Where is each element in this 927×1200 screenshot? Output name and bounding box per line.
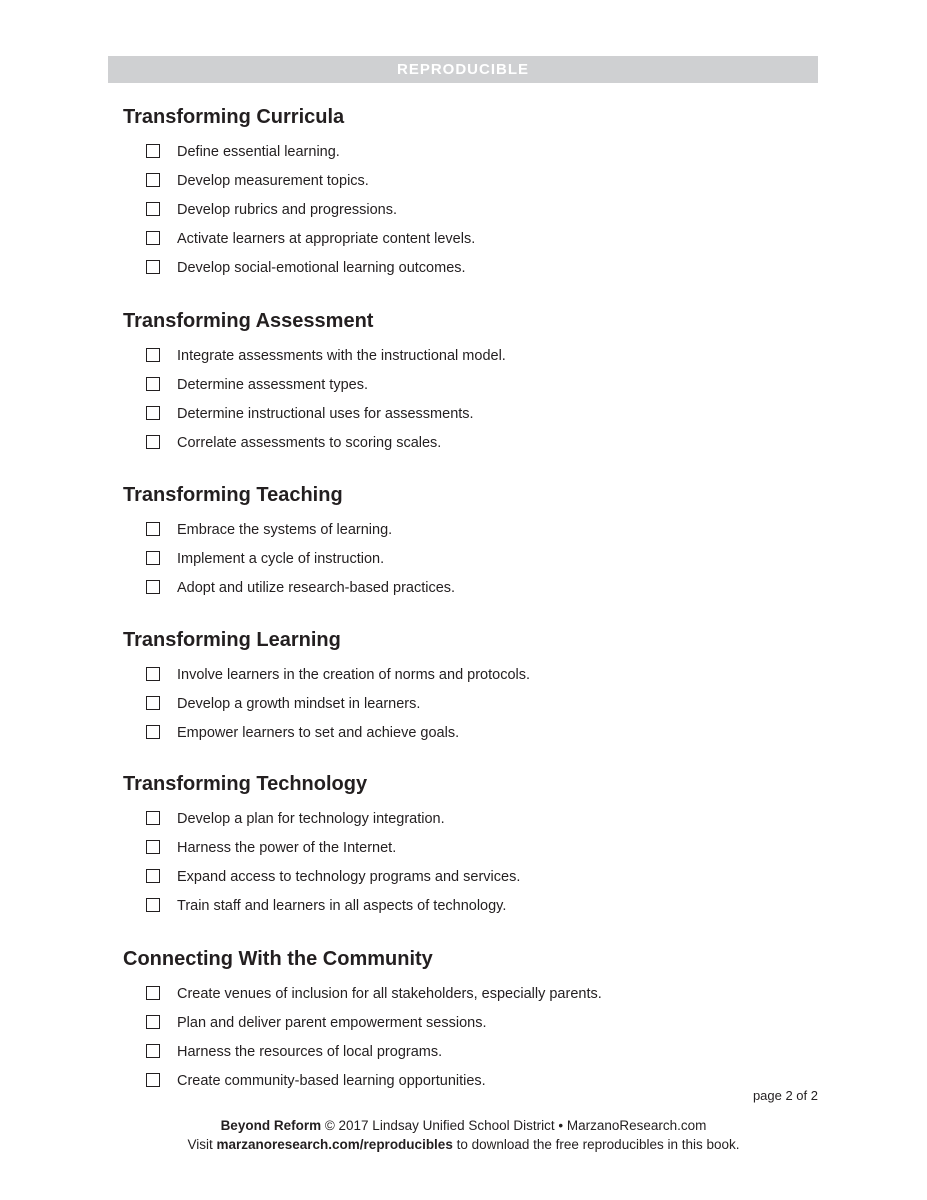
checklist-items <box>123 144 823 289</box>
checkbox[interactable] <box>146 811 160 825</box>
checklist-item-label: Correlate assessments to scoring scales. <box>177 435 442 451</box>
checklist-section <box>123 628 823 754</box>
checklist-item-label: Harness the power of the Internet. <box>177 840 397 856</box>
checklist-items <box>123 667 823 754</box>
checklist-item <box>123 1044 823 1073</box>
checkbox[interactable] <box>146 551 160 565</box>
checklist-item-label: Develop social-emotional learning outcomes. <box>177 260 466 276</box>
checkbox[interactable] <box>146 1044 160 1058</box>
footer-visit-text: Visit <box>187 1137 217 1152</box>
checklist-item <box>123 840 823 869</box>
section-title: Transforming Curricula <box>123 106 345 128</box>
checkbox[interactable] <box>146 898 160 912</box>
footer-line-1 <box>0 1118 927 1133</box>
checkbox[interactable] <box>146 725 160 739</box>
checkbox[interactable] <box>146 377 160 391</box>
checkbox[interactable] <box>146 406 160 420</box>
checklist-items <box>123 986 823 1102</box>
checklist-item-label: Implement a cycle of instruction. <box>177 551 385 567</box>
checklist-item-label: Develop a growth mindset in learners. <box>177 696 421 712</box>
checklist-item-label: Plan and deliver parent empowerment sessions. <box>177 1015 487 1031</box>
section-title: Transforming Assessment <box>123 310 374 332</box>
checklist-item-label: Embrace the systems of learning. <box>177 522 393 538</box>
checklist-item-label: Determine instructional uses for assessments. <box>177 406 474 422</box>
checkbox[interactable] <box>146 840 160 854</box>
checklist-item <box>123 522 823 551</box>
checkbox[interactable] <box>146 348 160 362</box>
checkbox[interactable] <box>146 522 160 536</box>
checklist-items <box>123 522 823 609</box>
checkbox[interactable] <box>146 1073 160 1087</box>
section-title: Transforming Teaching <box>123 484 343 506</box>
checkbox[interactable] <box>146 173 160 187</box>
checklist-item <box>123 580 823 609</box>
checklist-item <box>123 144 823 173</box>
checklist-item-label: Create venues of inclusion for all stakeholders, especially parents. <box>177 986 602 1002</box>
checklist-item <box>123 811 823 840</box>
checklist-item-label: Determine assessment types. <box>177 377 368 393</box>
checkbox[interactable] <box>146 144 160 158</box>
checklist-item <box>123 667 823 696</box>
checklist-section <box>123 772 823 927</box>
checklist-item <box>123 1073 823 1102</box>
checkbox[interactable] <box>146 1015 160 1029</box>
page-number: page 2 of 2 <box>752 1088 818 1103</box>
checklist-items <box>123 811 823 927</box>
checklist-section <box>123 309 823 464</box>
checklist-item <box>123 551 823 580</box>
checklist-item-label: Develop a plan for technology integration. <box>177 811 445 827</box>
checklist-item <box>123 202 823 231</box>
checklist-item-label: Empower learners to set and achieve goals. <box>177 725 460 741</box>
checklist-item-label: Integrate assessments with the instructional model. <box>177 348 506 364</box>
checklist-item <box>123 1015 823 1044</box>
checklist-item-label: Train staff and learners in all aspects of technology. <box>177 898 507 914</box>
checklist-item <box>123 898 823 927</box>
checklist-section <box>123 947 823 1102</box>
checkbox[interactable] <box>146 260 160 274</box>
checklist-item <box>123 260 823 289</box>
section-title: Transforming Learning <box>123 629 341 651</box>
checklist-item <box>123 377 823 406</box>
checklist-item <box>123 231 823 260</box>
checklist-item-label: Define essential learning. <box>177 144 340 160</box>
checklist-section <box>123 483 823 609</box>
checklist-item <box>123 435 823 464</box>
checklist-item-label: Create community-based learning opportunities. <box>177 1073 486 1089</box>
checklist-item <box>123 173 823 202</box>
checklist-item <box>123 869 823 898</box>
checkbox[interactable] <box>146 580 160 594</box>
checklist-item-label: Involve learners in the creation of norms and protocols. <box>177 667 531 683</box>
footer-download-text: to download the free reproducibles in this book. <box>452 1137 740 1152</box>
checklist-items <box>123 348 823 464</box>
checklist-item-label: Activate learners at appropriate content levels. <box>177 231 476 247</box>
checkbox[interactable] <box>146 696 160 710</box>
footer-copyright: © 2017 Lindsay Unified School District • MarzanoResearch.com <box>321 1118 707 1133</box>
reproducibles-link[interactable]: marzanoresearch.com/reproducibles <box>216 1137 453 1152</box>
checklist-item <box>123 986 823 1015</box>
reproducible-banner: REPRODUCIBLE <box>108 56 818 83</box>
checkbox[interactable] <box>146 869 160 883</box>
checklist-item-label: Develop measurement topics. <box>177 173 369 189</box>
checkbox[interactable] <box>146 202 160 216</box>
checklist-item-label: Harness the resources of local programs. <box>177 1044 443 1060</box>
checkbox[interactable] <box>146 435 160 449</box>
checklist-item-label: Expand access to technology programs and services. <box>177 869 521 885</box>
checklist-item-label: Adopt and utilize research-based practices. <box>177 580 456 596</box>
book-title: Beyond Reform <box>220 1118 322 1133</box>
section-title: Connecting With the Community <box>123 948 433 970</box>
checkbox[interactable] <box>146 231 160 245</box>
checklist-item <box>123 406 823 435</box>
checklist-section <box>123 105 823 289</box>
checkbox[interactable] <box>146 667 160 681</box>
footer-line-2 <box>0 1137 927 1152</box>
checklist-item-label: Develop rubrics and progressions. <box>177 202 398 218</box>
checklist-item <box>123 348 823 377</box>
section-title: Transforming Technology <box>123 773 368 795</box>
checklist-item <box>123 725 823 754</box>
checklist-item <box>123 696 823 725</box>
checkbox[interactable] <box>146 986 160 1000</box>
